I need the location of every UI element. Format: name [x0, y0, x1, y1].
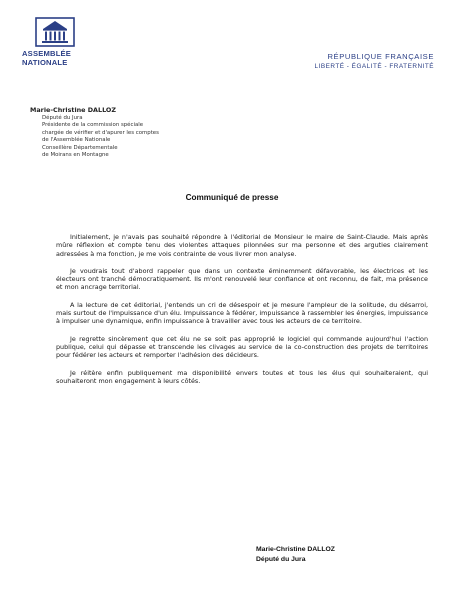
- body-paragraph: Je voudrais tout d'abord rappeler que dans un contexte éminemment défavorable, les électrices et les électeurs ont tranché démocratiquement. Ils m'ont renouvelé leur confiance et ont reconnu, de fait, ma présence et mon ancrage territorial.: [56, 266, 428, 292]
- signature-name: Marie-Christine DALLOZ: [256, 546, 335, 553]
- sender-line: Député du Jura: [42, 115, 83, 121]
- logo-line-2: NATIONALE: [22, 57, 68, 67]
- sender-line: de l'Assemblée Nationale: [42, 137, 111, 144]
- hemicycle-icon: [35, 17, 75, 47]
- sender-line: Conseillère Départementale: [42, 144, 118, 151]
- sender-block: [30, 106, 159, 159]
- body-paragraph: A la lecture de cet éditorial, j'entends un cri de désespoir et je mesure l'ampleur de la solitude, du désarroi, mais surtout de l'impuissance d'un élu. Impuissance à fédérer, impuissance à rassembler les énergies, impuissance à impulser une dynamique, enfin impuissance à travailler avec tous les acteurs de ce territoire.: [56, 300, 428, 326]
- sender-line: Présidente de la commission spéciale: [42, 122, 144, 129]
- republic-motto: LIBERTÉ - ÉGALITÉ - FRATERNITÉ: [314, 63, 434, 70]
- sender-line: chargée de vérifier et d'apurer les comptes: [42, 129, 159, 136]
- sender-name: Marie-Christine DALLOZ: [30, 106, 116, 114]
- logo-line-1: ASSEMBLÉE: [22, 49, 72, 58]
- sender-line: de Moirans en Montagne: [42, 152, 109, 159]
- assemblee-nationale-logo: [20, 17, 90, 68]
- signature-title: Député du Jura: [256, 556, 306, 563]
- body-paragraph: Je réitère enfin publiquement ma disponibilité envers toutes et tous les élus qui souhaiteraient, qui souhaiteront mon engagement à leurs côtés.: [56, 368, 428, 385]
- body-paragraph: Je regrette sincèrement que cet élu ne se soit pas approprié le logiciel qui commande aujourd'hui l'action publique, celui qui dépasse et transcende les clivages au service de la co-construction des projets de territoires pour fédérer les acteurs et remporter l'adhésion des décideurs.: [56, 334, 428, 360]
- republic-block: [314, 52, 434, 71]
- body-paragraph: Initialement, je n'avais pas souhaité répondre à l'éditorial de Monsieur le maire de Saint-Claude. Mais après mûre réflexion et compte tenu des violentes attaques pilonnées sur ma personne et des arguties clairement adressées à ma fonction, je me vois contrainte de vous livrer mon analyse.: [56, 233, 428, 258]
- page-title: Communiqué de presse: [185, 193, 279, 202]
- republic-title: RÉPUBLIQUE FRANÇAISE: [327, 52, 434, 61]
- signature-block: [256, 545, 335, 565]
- letter-body: [56, 233, 428, 385]
